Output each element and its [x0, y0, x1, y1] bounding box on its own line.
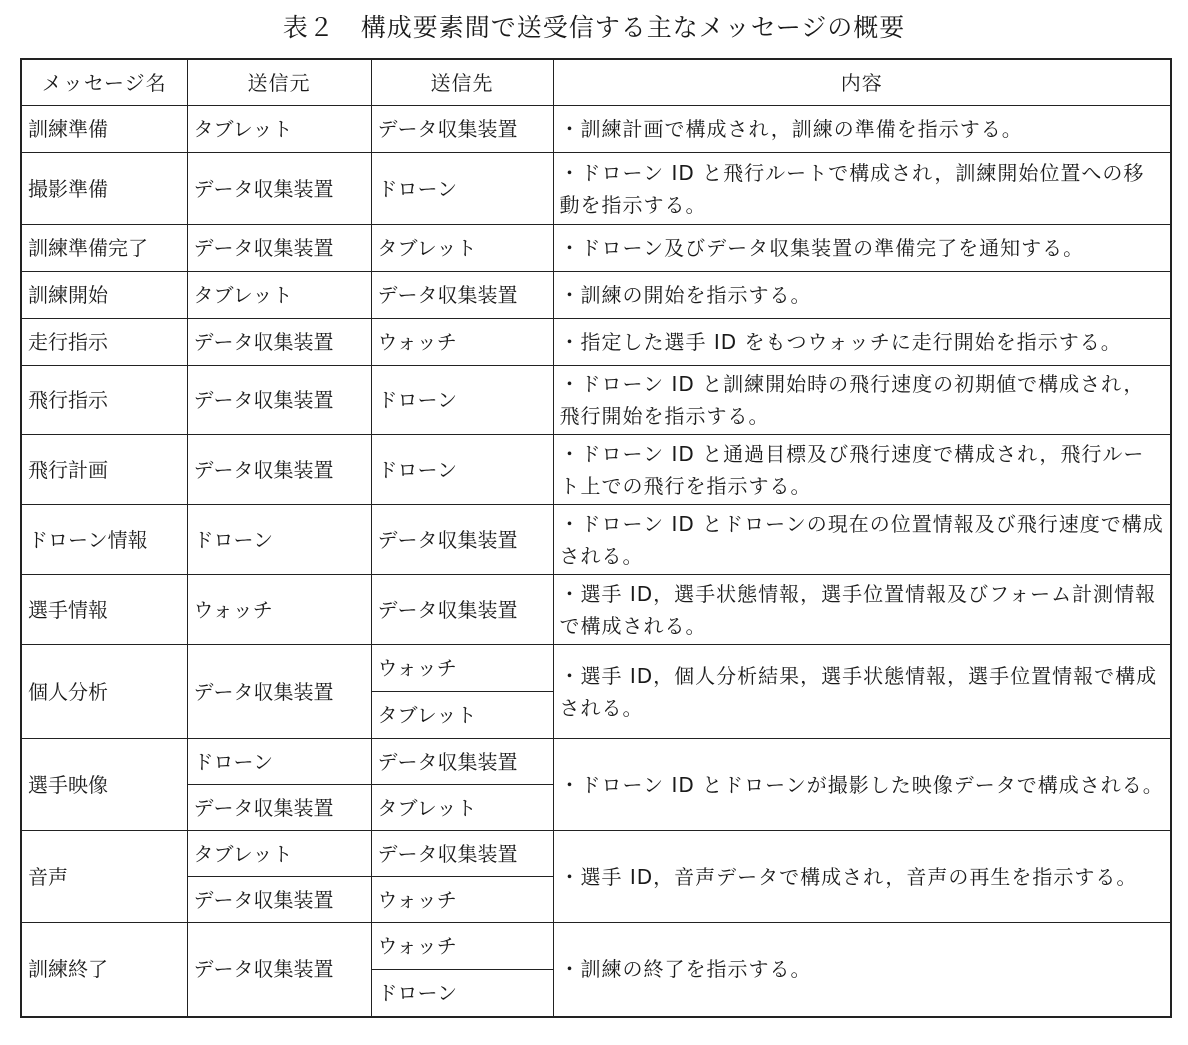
- sender: データ収集装置: [187, 923, 371, 1017]
- table-row: [21, 645, 1171, 692]
- sender: タブレット: [187, 106, 371, 153]
- receiver: ウォッチ: [371, 877, 553, 923]
- message-name: 選手情報: [21, 575, 187, 645]
- receiver: ドローン: [371, 366, 553, 435]
- header-content: 内容: [553, 59, 1171, 106]
- content: ・訓練の開始を指示する。: [553, 272, 1171, 319]
- receiver: ドローン: [371, 153, 553, 225]
- content: ・ドローン ID とドローンの現在の位置情報及び飛行速度で構成される。: [553, 505, 1171, 575]
- receiver: タブレット: [371, 785, 553, 831]
- table-row: [21, 505, 1171, 575]
- sender: データ収集装置: [187, 877, 371, 923]
- header-row: [21, 59, 1171, 106]
- receiver: データ収集装置: [371, 106, 553, 153]
- content: ・ドローン及びデータ収集装置の準備完了を通知する。: [553, 225, 1171, 272]
- receiver: タブレット: [371, 225, 553, 272]
- sender: ドローン: [187, 505, 371, 575]
- content: ・訓練の終了を指示する。: [553, 923, 1171, 1017]
- content: ・ドローン ID と通過目標及び飛行速度で構成され，飛行ルート上での飛行を指示する。: [553, 435, 1171, 505]
- table-row: [21, 106, 1171, 153]
- sender: データ収集装置: [187, 435, 371, 505]
- message-name: 個人分析: [21, 645, 187, 739]
- table-row: [21, 153, 1171, 225]
- message-name: 訓練準備完了: [21, 225, 187, 272]
- sender: タブレット: [187, 831, 371, 877]
- table-row: [21, 272, 1171, 319]
- content: ・選手 ID，個人分析結果，選手状態情報，選手位置情報で構成される。: [553, 645, 1171, 739]
- message-name: ドローン情報: [21, 505, 187, 575]
- message-name: 訓練終了: [21, 923, 187, 1017]
- receiver: データ収集装置: [371, 831, 553, 877]
- table-title: 表２ 構成要素間で送受信する主なメッセージの概要: [282, 13, 906, 42]
- message-table: [20, 58, 1172, 1018]
- receiver: データ収集装置: [371, 272, 553, 319]
- message-name: 訓練準備: [21, 106, 187, 153]
- table-row: [21, 319, 1171, 366]
- table-row: [21, 739, 1171, 785]
- table-row: [21, 831, 1171, 877]
- content: ・指定した選手 ID をもつウォッチに走行開始を指示する。: [553, 319, 1171, 366]
- receiver: ウォッチ: [371, 923, 553, 970]
- receiver: ウォッチ: [371, 319, 553, 366]
- header-message-name: メッセージ名: [21, 59, 187, 106]
- table-row: [21, 923, 1171, 970]
- content: ・ドローン ID とドローンが撮影した映像データで構成される。: [553, 739, 1171, 831]
- sender: データ収集装置: [187, 319, 371, 366]
- sender: タブレット: [187, 272, 371, 319]
- receiver: ドローン: [371, 435, 553, 505]
- receiver: データ収集装置: [371, 575, 553, 645]
- receiver: ウォッチ: [371, 645, 553, 692]
- content: ・選手 ID，選手状態情報，選手位置情報及びフォーム計測情報で構成される。: [553, 575, 1171, 645]
- receiver: データ収集装置: [371, 739, 553, 785]
- content: ・ドローン ID と飛行ルートで構成され，訓練開始位置への移動を指示する。: [553, 153, 1171, 225]
- message-name: 音声: [21, 831, 187, 923]
- header-receiver: 送信先: [371, 59, 553, 106]
- content: ・選手 ID，音声データで構成され，音声の再生を指示する。: [553, 831, 1171, 923]
- receiver: タブレット: [371, 692, 553, 739]
- sender: データ収集装置: [187, 366, 371, 435]
- sender: ドローン: [187, 739, 371, 785]
- sender: データ収集装置: [187, 225, 371, 272]
- header-sender: 送信元: [187, 59, 371, 106]
- message-name: 飛行計画: [21, 435, 187, 505]
- sender: データ収集装置: [187, 645, 371, 739]
- content: ・訓練計画で構成され，訓練の準備を指示する。: [553, 106, 1171, 153]
- message-name: 飛行指示: [21, 366, 187, 435]
- sender: ウォッチ: [187, 575, 371, 645]
- receiver: ドローン: [371, 970, 553, 1017]
- receiver: データ収集装置: [371, 505, 553, 575]
- table-row: [21, 575, 1171, 645]
- table-row: [21, 225, 1171, 272]
- message-name: 訓練開始: [21, 272, 187, 319]
- message-name: 走行指示: [21, 319, 187, 366]
- table-row: [21, 435, 1171, 505]
- message-name: 撮影準備: [21, 153, 187, 225]
- content: ・ドローン ID と訓練開始時の飛行速度の初期値で構成され，飛行開始を指示する。: [553, 366, 1171, 435]
- sender: データ収集装置: [187, 153, 371, 225]
- table-row: [21, 366, 1171, 435]
- sender: データ収集装置: [187, 785, 371, 831]
- message-name: 選手映像: [21, 739, 187, 831]
